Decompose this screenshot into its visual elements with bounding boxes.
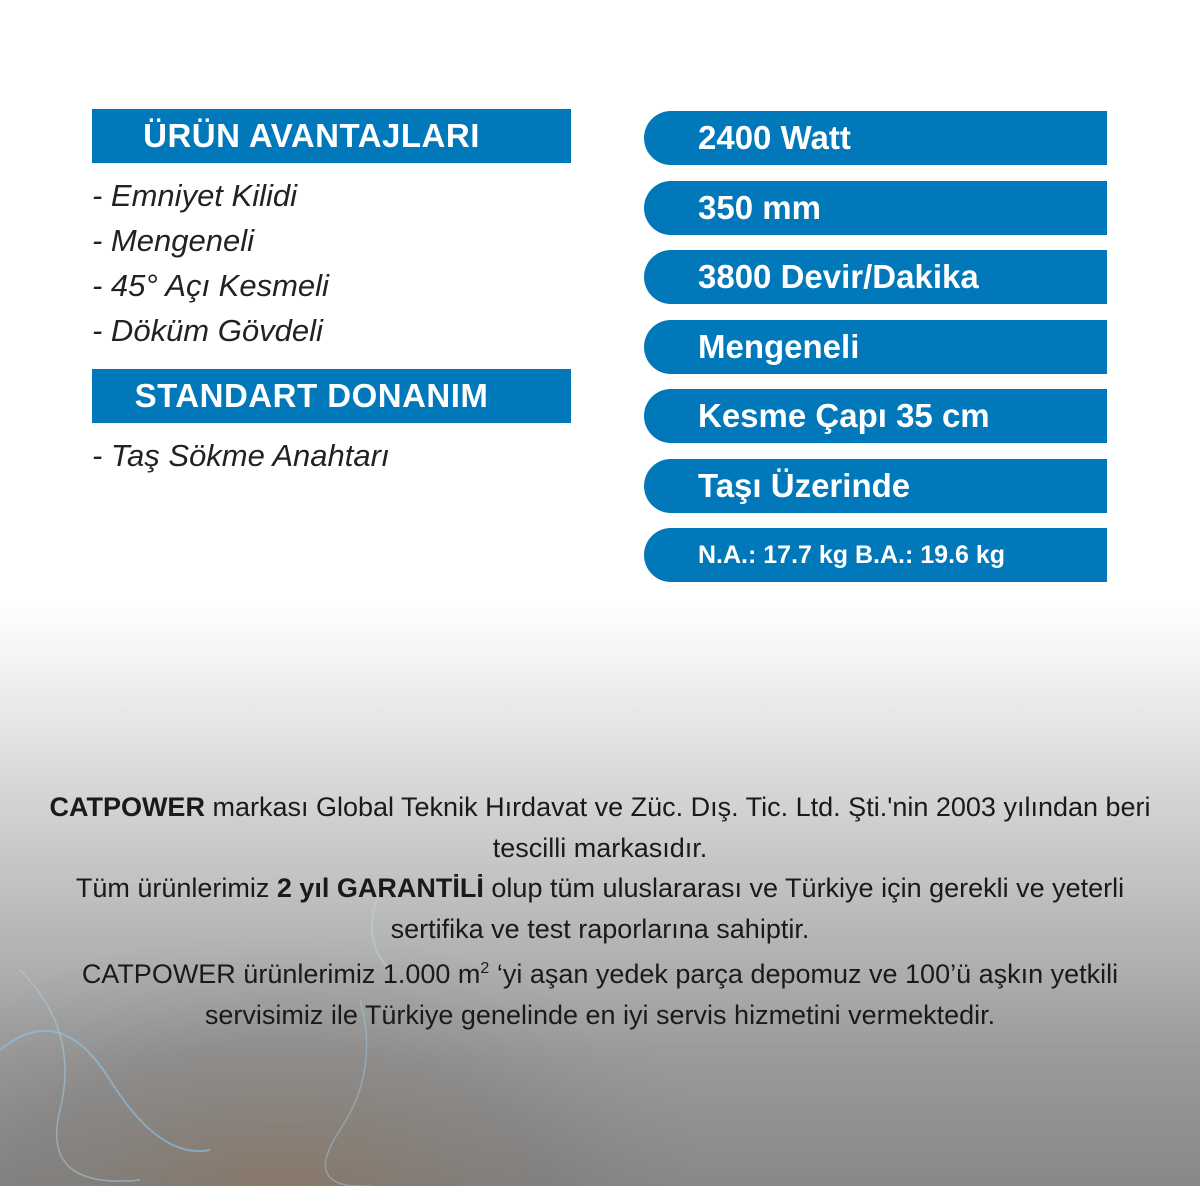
service-paragraph xyxy=(40,949,1160,1035)
warranty-text-post: olup tüm uluslararası ve Türkiye için gerekli ve yeterli sertifika ve test raporlarına sahiptir. xyxy=(390,873,1125,944)
spec-rpm: 3800 Devir/Dakika xyxy=(644,250,1107,304)
warranty-highlight: 2 yıl GARANTİLİ xyxy=(276,873,484,903)
spec-disc-size: 350 mm xyxy=(644,181,1107,235)
company-description xyxy=(40,787,1160,1035)
advantages-list xyxy=(92,173,571,353)
list-item: - Mengeneli xyxy=(92,223,254,258)
spec-power: 2400 Watt xyxy=(644,111,1107,165)
service-text-pre: CATPOWER ürünlerimiz 1.000 m xyxy=(81,959,481,989)
list-item: - Taş Sökme Anahtarı xyxy=(92,438,390,473)
service-text-post: ‘yi aşan yedek parça depomuz ve 100’ü aşkın yetkili servisimiz ile Türkiye genelinde en iyi servis hizmetini vermektedir. xyxy=(204,959,1119,1030)
specs-column xyxy=(644,111,1107,598)
list-item: - 45° Açı Kesmeli xyxy=(92,268,329,303)
spec-weight: N.A.: 17.7 kg B.A.: 19.6 kg xyxy=(644,528,1107,582)
spec-vise: Mengeneli xyxy=(644,320,1107,374)
left-column xyxy=(92,109,571,478)
list-item: - Emniyet Kilidi xyxy=(92,178,297,213)
brand-name: CATPOWER xyxy=(49,792,205,822)
warranty-text-pre: Tüm ürünlerimiz xyxy=(75,873,277,903)
advantages-title: ÜRÜN AVANTAJLARI xyxy=(92,109,571,163)
spec-disc-included: Taşı Üzerinde xyxy=(644,459,1107,513)
brand-paragraph xyxy=(40,787,1160,868)
brand-text: markası Global Teknik Hırdavat ve Züc. Dış. Tic. Ltd. Şti.'nin 2003 yılından beri tescilli markasıdır. xyxy=(204,792,1151,863)
standard-equipment-list xyxy=(92,433,571,478)
warranty-paragraph xyxy=(40,868,1160,949)
list-item: - Döküm Gövdeli xyxy=(92,313,323,348)
square-superscript: 2 xyxy=(480,960,490,977)
spec-cutting-diameter: Kesme Çapı 35 cm xyxy=(644,389,1107,443)
standard-equipment-title: STANDART DONANIM xyxy=(92,369,571,423)
